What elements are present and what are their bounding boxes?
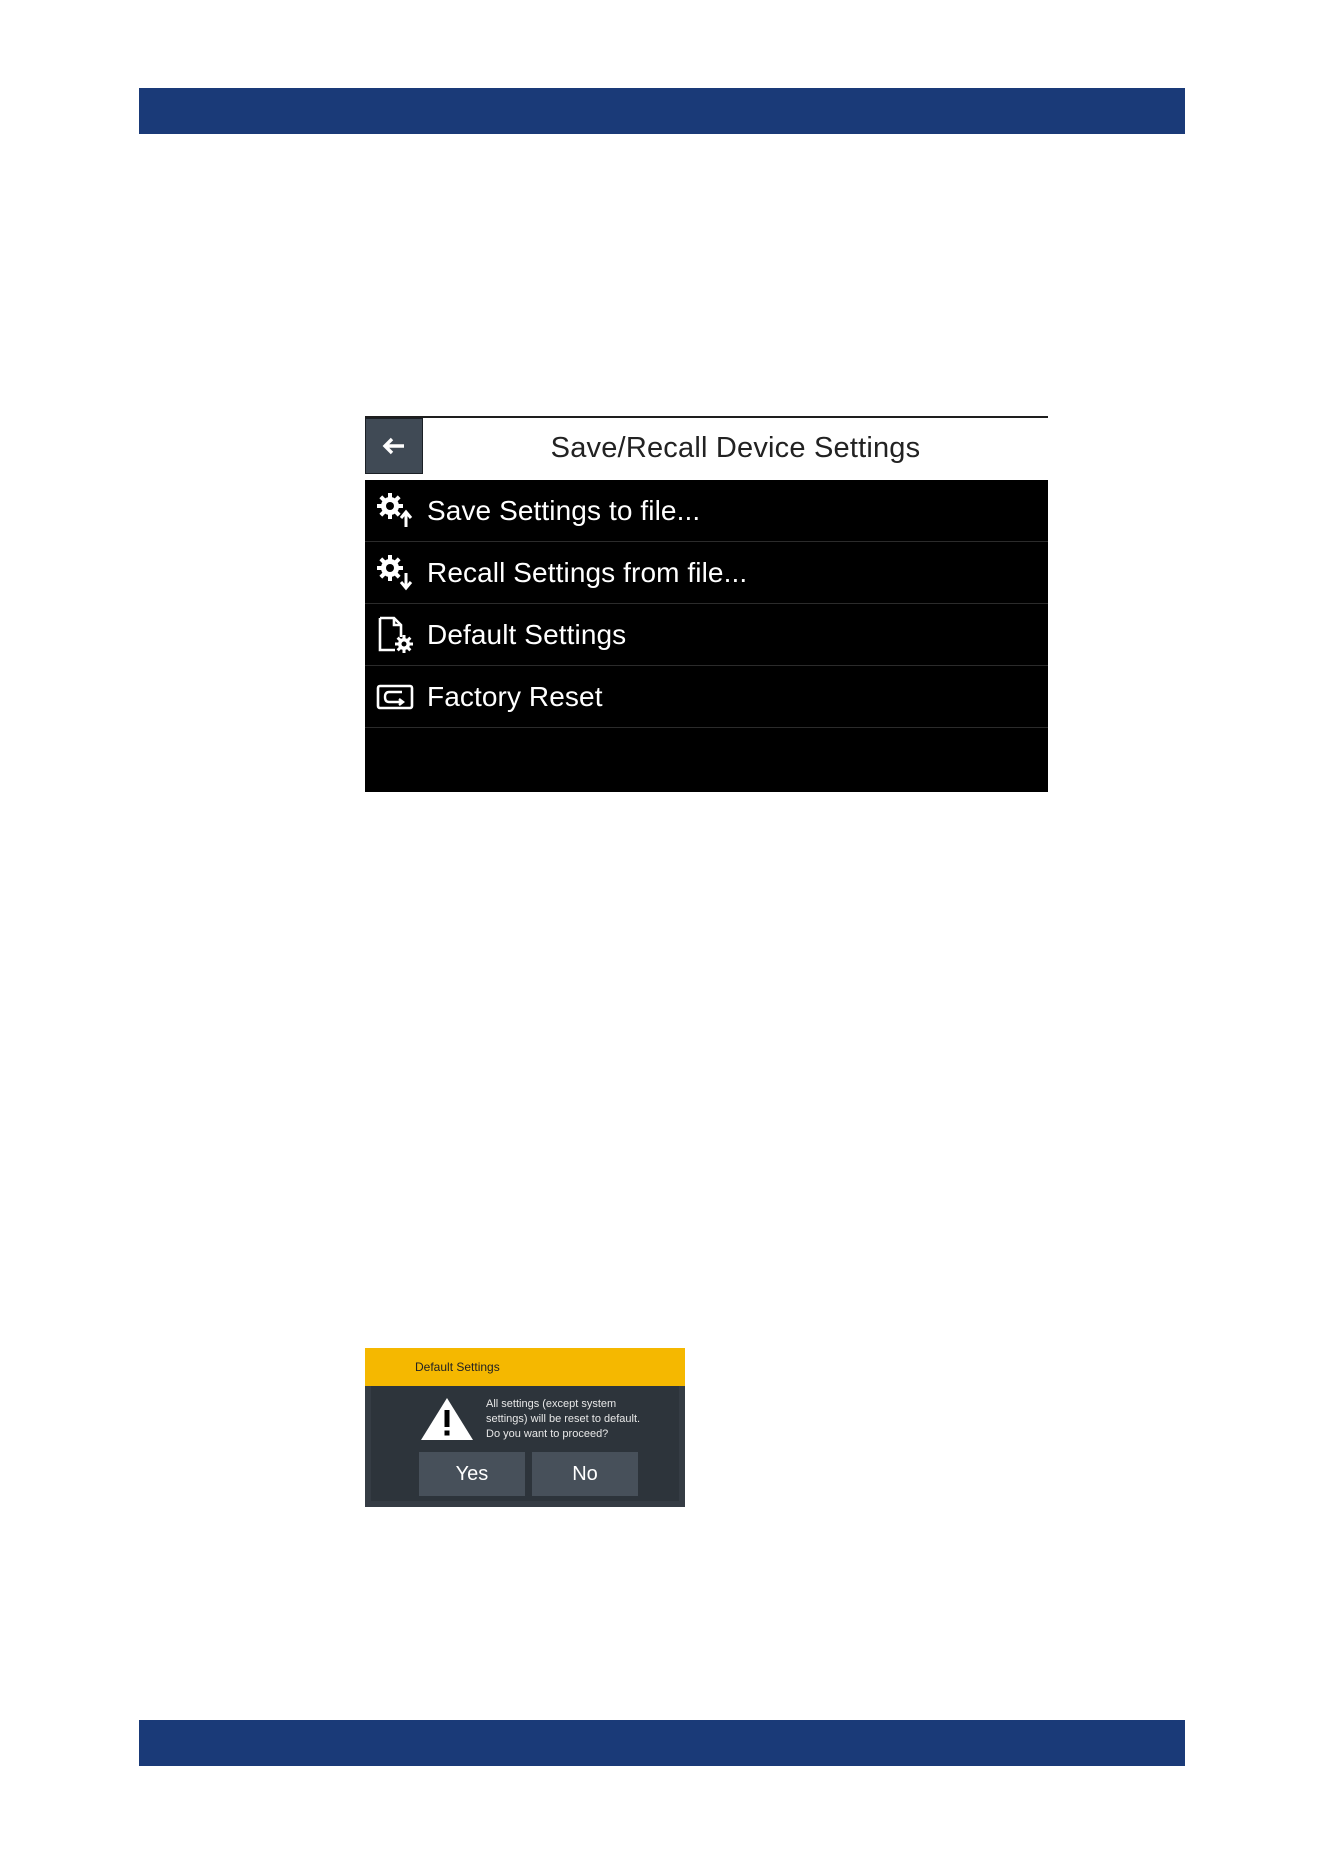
menu-item-recall-settings[interactable] xyxy=(365,542,1048,604)
dialog-message xyxy=(486,1397,676,1442)
menu-item-default-settings[interactable] xyxy=(365,604,1048,666)
panel-header xyxy=(365,416,1048,480)
menu-item-label: Save Settings to file... xyxy=(427,494,701,526)
back-arrow-icon xyxy=(382,437,406,455)
gear-upload-icon xyxy=(375,491,415,531)
back-button[interactable] xyxy=(365,418,423,474)
footer-band xyxy=(139,1720,1185,1766)
menu-item-label: Factory Reset xyxy=(427,680,603,712)
header-band xyxy=(139,88,1185,134)
dialog-header xyxy=(365,1348,685,1386)
menu-item-save-settings[interactable] xyxy=(365,480,1048,542)
panel-title: Save/Recall Device Settings xyxy=(550,431,921,464)
factory-reset-icon xyxy=(375,677,415,717)
document-gear-icon xyxy=(375,615,415,655)
no-button[interactable]: No xyxy=(532,1452,638,1496)
save-recall-panel xyxy=(365,416,1048,792)
dialog-message-line: Do you want to proceed? xyxy=(486,1428,609,1440)
dialog-body xyxy=(371,1386,679,1501)
menu-list xyxy=(365,480,1048,792)
yes-button[interactable]: Yes xyxy=(419,1452,525,1496)
dialog-title: Default Settings xyxy=(415,1360,500,1374)
menu-item-label: Default Settings xyxy=(427,618,627,650)
warning-icon xyxy=(419,1396,475,1442)
default-settings-dialog xyxy=(365,1348,685,1507)
dialog-message-line: settings) will be reset to default. xyxy=(486,1413,641,1425)
dialog-message-line: All settings (except system xyxy=(486,1398,617,1410)
menu-item-factory-reset[interactable] xyxy=(365,666,1048,728)
gear-download-icon xyxy=(375,553,415,593)
menu-item-label: Recall Settings from file... xyxy=(427,556,748,588)
